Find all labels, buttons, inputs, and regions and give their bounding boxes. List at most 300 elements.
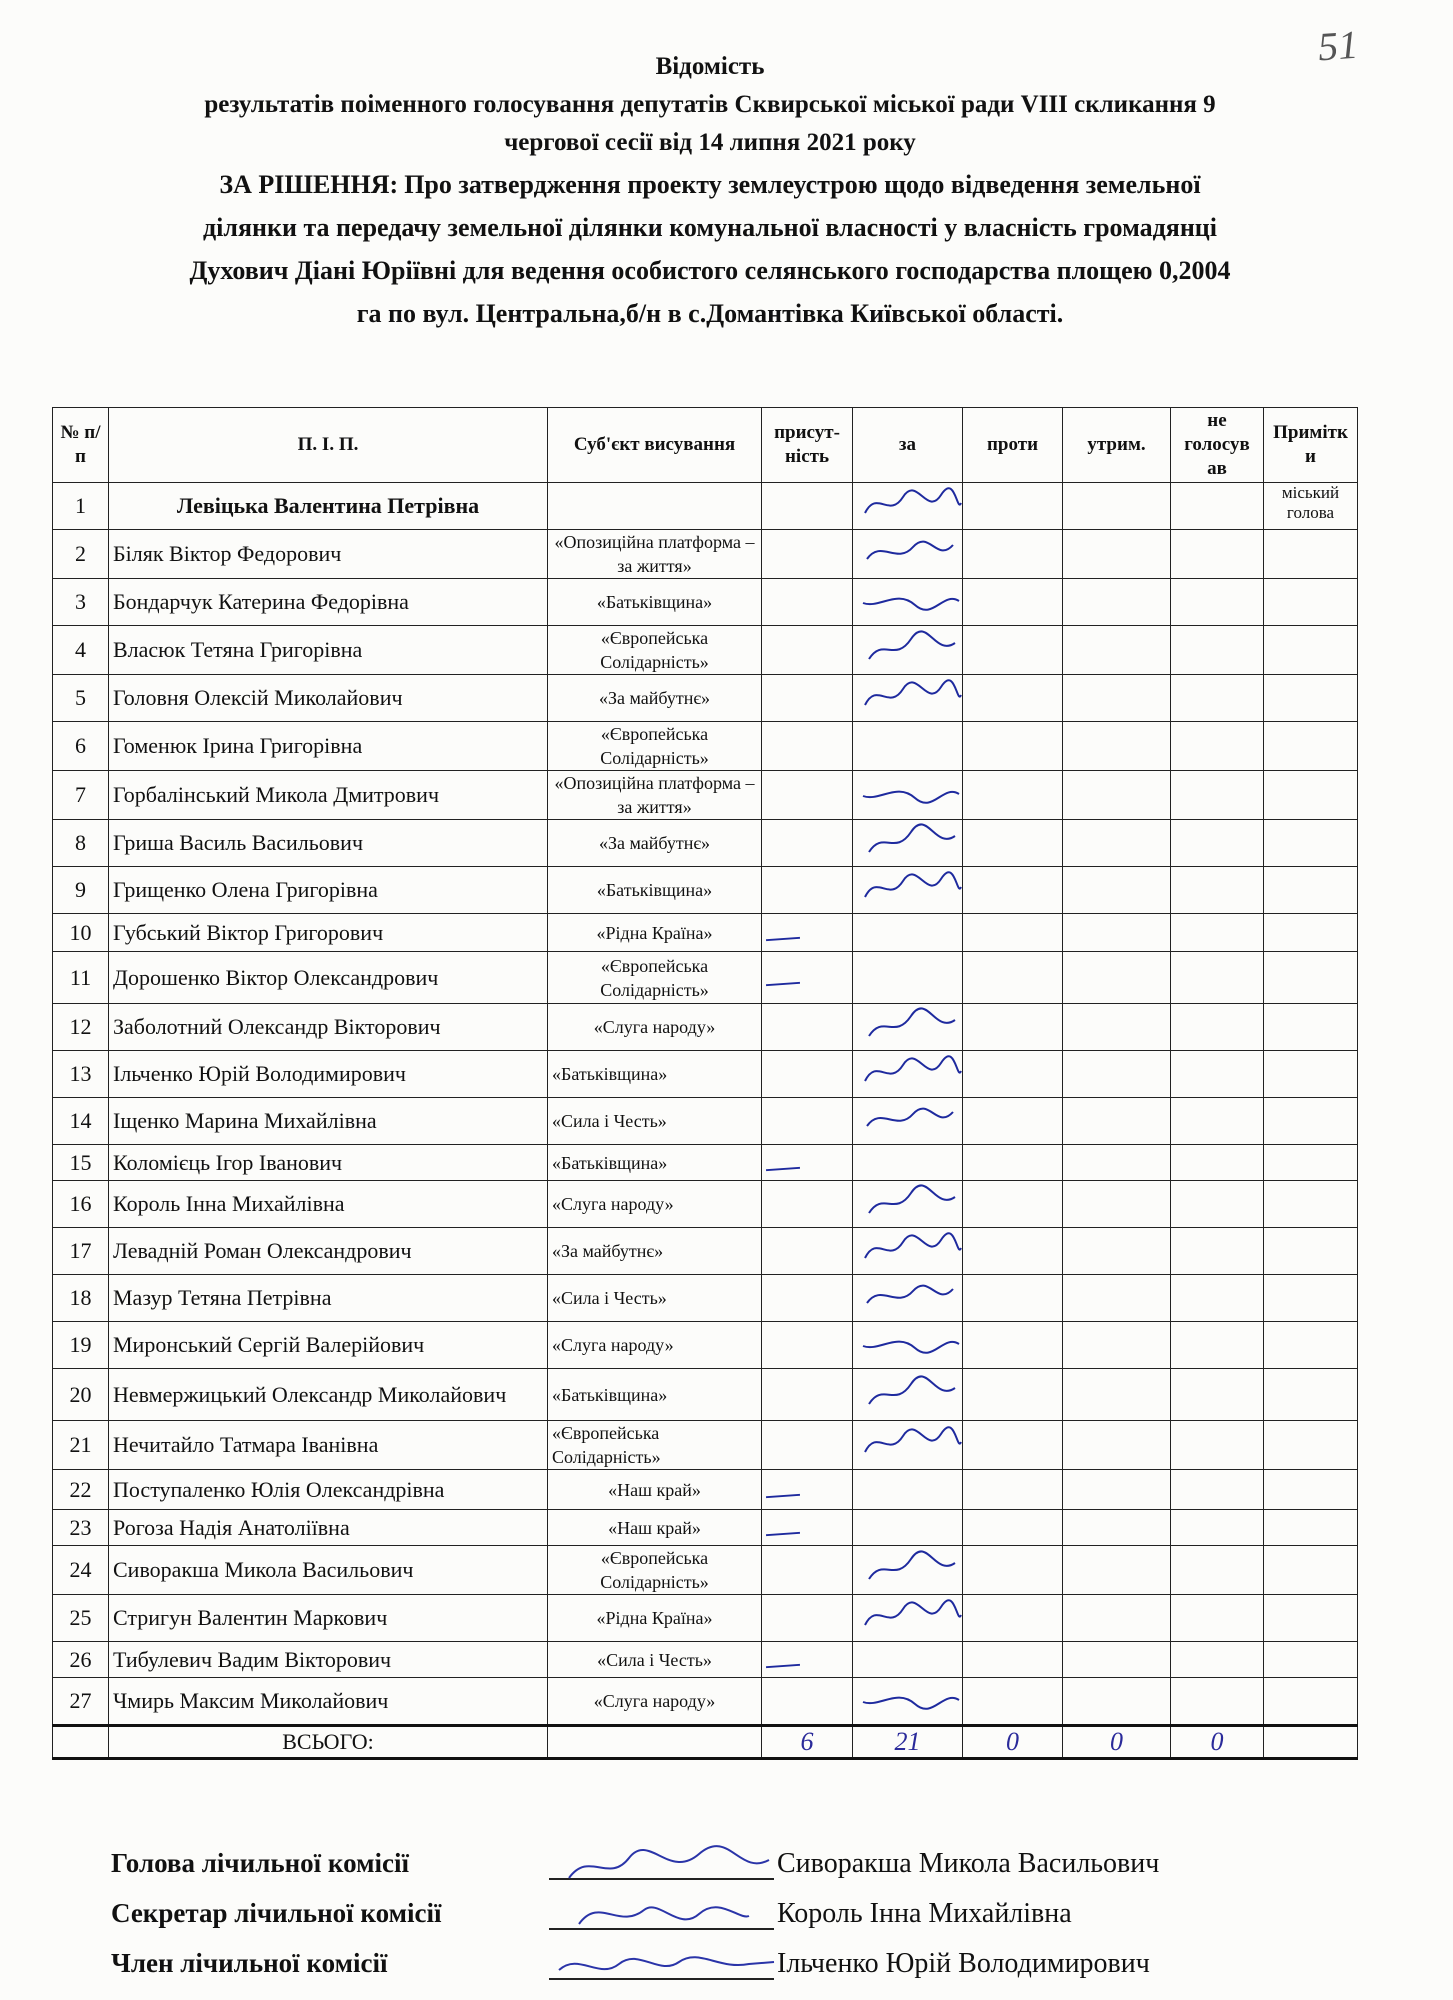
- vote-abstain-cell: [1063, 1510, 1171, 1546]
- row-number: 25: [53, 1595, 109, 1642]
- row-number: 22: [53, 1470, 109, 1510]
- not-voted-cell: [1171, 1145, 1264, 1181]
- not-voted-cell: [1171, 1470, 1264, 1510]
- vote-abstain-cell: [1063, 626, 1171, 675]
- table-row: [53, 1595, 1358, 1642]
- nominating-party: «Рідна Країна»: [548, 914, 762, 952]
- vote-for-cell: [853, 952, 963, 1004]
- row-number: 1: [53, 483, 109, 530]
- not-voted-cell: [1171, 1678, 1264, 1726]
- nominating-party: «Батьківщина»: [548, 1369, 762, 1421]
- not-voted-cell: [1171, 1510, 1264, 1546]
- vote-against-cell: [963, 1510, 1063, 1546]
- deputy-name: Гриша Василь Васильович: [109, 820, 548, 867]
- deputy-name: Левадній Роман Олександрович: [109, 1228, 548, 1275]
- handwritten-signature: [857, 1228, 963, 1268]
- table-row: [53, 483, 1358, 530]
- table-row: [53, 722, 1358, 771]
- handwritten-signature: [549, 1940, 779, 1988]
- vote-abstain-cell: [1063, 952, 1171, 1004]
- vote-against-cell: [963, 1595, 1063, 1642]
- note-cell: [1264, 1546, 1358, 1595]
- deputy-name: Іщенко Марина Михайлівна: [109, 1098, 548, 1145]
- vote-abstain-cell: [1063, 722, 1171, 771]
- vote-for-cell: [853, 626, 963, 675]
- table-row: [53, 867, 1358, 914]
- signer-name: Король Інна Михайлівна: [777, 1898, 1072, 1929]
- handwritten-signature: [857, 627, 963, 667]
- present-cell: [762, 1322, 853, 1369]
- note-cell: [1264, 1051, 1358, 1098]
- vote-abstain-cell: [1063, 1098, 1171, 1145]
- deputy-name: Поступаленко Юлія Олександрівна: [109, 1470, 548, 1510]
- decision-line-4: га по вул. Центральна,б/н в с.Домантівка Київської області.: [356, 299, 1064, 328]
- signer-name: Сиворакша Микола Васильович: [777, 1848, 1160, 1879]
- vote-against-cell: [963, 1369, 1063, 1421]
- nominating-party: «Сила і Честь»: [548, 1275, 762, 1322]
- present-cell: [762, 1228, 853, 1275]
- row-number: 13: [53, 1051, 109, 1098]
- table-row: [53, 1510, 1358, 1546]
- vote-table-wrapper: [52, 407, 1358, 1760]
- table-row: [53, 1678, 1358, 1726]
- absence-dash: [766, 1531, 800, 1535]
- not-voted-cell: [1171, 771, 1264, 820]
- present-cell: [762, 1642, 853, 1678]
- row-number: 18: [53, 1275, 109, 1322]
- deputy-name: Тибулевич Вадим Вікторович: [109, 1642, 548, 1678]
- nominating-party: «Європейська Солідарність»: [548, 626, 762, 675]
- note-cell: [1264, 771, 1358, 820]
- row-number: 2: [53, 530, 109, 579]
- not-voted-cell: [1171, 722, 1264, 771]
- handwritten-signature: [857, 483, 963, 523]
- vote-for-cell: [853, 1098, 963, 1145]
- note-cell: [1264, 1181, 1358, 1228]
- note-cell: [1264, 579, 1358, 626]
- deputy-name: Невмержицький Олександр Миколайович: [109, 1369, 548, 1421]
- vote-abstain-cell: [1063, 530, 1171, 579]
- note-cell: [1264, 820, 1358, 867]
- vote-abstain-cell: [1063, 1678, 1171, 1726]
- present-cell: [762, 771, 853, 820]
- vote-against-cell: [963, 1228, 1063, 1275]
- handwritten-signature: [857, 531, 963, 571]
- table-header-row: [53, 408, 1358, 483]
- handwritten-signature: [857, 1547, 963, 1587]
- vote-for-cell: [853, 722, 963, 771]
- vote-against-cell: [963, 1098, 1063, 1145]
- vote-for-cell: [853, 1051, 963, 1098]
- table-row: [53, 1098, 1358, 1145]
- vote-against-cell: [963, 579, 1063, 626]
- header-not-voted: не голосув ав: [1171, 408, 1264, 483]
- row-number: 11: [53, 952, 109, 1004]
- nominating-party: «За майбутнє»: [548, 675, 762, 722]
- vote-abstain-cell: [1063, 1145, 1171, 1181]
- row-number: 17: [53, 1228, 109, 1275]
- decision-prefix: ЗА РІШЕННЯ:: [219, 170, 399, 199]
- total-note-cell: [1264, 1726, 1358, 1759]
- deputy-name: Дорошенко Віктор Олександрович: [109, 952, 548, 1004]
- note-cell: [1264, 1595, 1358, 1642]
- vote-for-cell: [853, 820, 963, 867]
- handwritten-signature: [857, 820, 963, 860]
- row-number: 21: [53, 1421, 109, 1470]
- nominating-party: «Європейська Солідарність»: [548, 1546, 762, 1595]
- table-row: [53, 1369, 1358, 1421]
- present-cell: [762, 1145, 853, 1181]
- present-cell: [762, 1595, 853, 1642]
- vote-against-cell: [963, 820, 1063, 867]
- not-voted-cell: [1171, 579, 1264, 626]
- row-number: 20: [53, 1369, 109, 1421]
- vote-abstain-cell: [1063, 675, 1171, 722]
- deputy-name: Мазур Тетяна Петрівна: [109, 1275, 548, 1322]
- signer-name: Ільченко Юрій Володимирович: [777, 1948, 1150, 1979]
- table-row: [53, 675, 1358, 722]
- vote-for-cell: [853, 483, 963, 530]
- vote-abstain-cell: [1063, 1369, 1171, 1421]
- vote-for-cell: [853, 1510, 963, 1546]
- vote-for-cell: [853, 1275, 963, 1322]
- signer-role: Секретар лічильної комісії: [111, 1898, 442, 1928]
- present-cell: [762, 483, 853, 530]
- handwritten-signature: [857, 867, 963, 907]
- table-row: [53, 1275, 1358, 1322]
- not-voted-cell: [1171, 626, 1264, 675]
- total-present: 6: [762, 1726, 853, 1759]
- nominating-party: «Батьківщина»: [548, 579, 762, 626]
- present-cell: [762, 1546, 853, 1595]
- present-cell: [762, 1004, 853, 1051]
- absence-dash: [766, 936, 800, 940]
- header-note: Примітк и: [1264, 408, 1358, 483]
- nominating-party: «Опозиційна платформа – за життя»: [548, 530, 762, 579]
- note-cell: [1264, 1510, 1358, 1546]
- present-cell: [762, 1470, 853, 1510]
- vote-abstain-cell: [1063, 1228, 1171, 1275]
- present-cell: [762, 722, 853, 771]
- nominating-party: «Наш край»: [548, 1510, 762, 1546]
- vote-against-cell: [963, 867, 1063, 914]
- present-cell: [762, 1678, 853, 1726]
- deputy-name: Грищенко Олена Григорівна: [109, 867, 548, 914]
- nominating-party: «Європейська Солідарність»: [548, 722, 762, 771]
- deputy-name: Бондарчук Катерина Федорівна: [109, 579, 548, 626]
- present-cell: [762, 530, 853, 579]
- total-label: ВСЬОГО:: [109, 1726, 548, 1759]
- deputy-name: Горбалінський Микола Дмитрович: [109, 771, 548, 820]
- row-number: 7: [53, 771, 109, 820]
- document-header: [40, 48, 1380, 334]
- note-cell: [1264, 1145, 1358, 1181]
- decision-line-3: Духович Діані Юріївні для ведення особистого селянського господарства площею 0,2004: [189, 256, 1231, 285]
- total-abstain: 0: [1063, 1726, 1171, 1759]
- vote-for-cell: [853, 1678, 963, 1726]
- header-line-2: чергової сесії від 14 липня 2021 року: [504, 129, 916, 156]
- deputy-name: Левіцька Валентина Петрівна: [109, 483, 548, 530]
- not-voted-cell: [1171, 1642, 1264, 1678]
- note-cell: [1264, 1369, 1358, 1421]
- handwritten-signature: [857, 1595, 963, 1635]
- total-not-voted: 0: [1171, 1726, 1264, 1759]
- handwritten-signature: [857, 1372, 963, 1412]
- handwritten-signature: [857, 1098, 963, 1138]
- vote-against-cell: [963, 626, 1063, 675]
- table-row: [53, 579, 1358, 626]
- note-cell: [1264, 1322, 1358, 1369]
- present-cell: [762, 914, 853, 952]
- note-cell: [1264, 1421, 1358, 1470]
- nominating-party: «Батьківщина»: [548, 1145, 762, 1181]
- row-number: 9: [53, 867, 109, 914]
- nominating-party: «Батьківщина»: [548, 867, 762, 914]
- deputy-name: Ільченко Юрій Володимирович: [109, 1051, 548, 1098]
- deputy-name: Миронський Сергій Валерійович: [109, 1322, 548, 1369]
- vote-against-cell: [963, 1642, 1063, 1678]
- vote-for-cell: [853, 1470, 963, 1510]
- vote-against-cell: [963, 1678, 1063, 1726]
- signer-role: Голова лічильної комісії: [111, 1848, 409, 1878]
- total-num-cell: [53, 1726, 109, 1759]
- decision-text-1: Про затвердження проекту землеустрою щодо відведення земельної: [404, 170, 1201, 199]
- vote-against-cell: [963, 1051, 1063, 1098]
- vote-against-cell: [963, 675, 1063, 722]
- total-party-cell: [548, 1726, 762, 1759]
- vote-against-cell: [963, 1470, 1063, 1510]
- nominating-party: «Слуга народу»: [548, 1678, 762, 1726]
- header-line-1: результатів поіменного голосування депутатів Сквирської міської ради VIII скликання 9: [204, 91, 1216, 118]
- not-voted-cell: [1171, 1595, 1264, 1642]
- row-number: 3: [53, 579, 109, 626]
- vote-for-cell: [853, 530, 963, 579]
- vote-for-cell: [853, 1322, 963, 1369]
- note-cell: міський голова: [1264, 483, 1358, 530]
- handwritten-signature: [857, 1051, 963, 1091]
- vote-against-cell: [963, 1421, 1063, 1470]
- vote-against-cell: [963, 771, 1063, 820]
- deputy-name: Коломієць Ігор Іванович: [109, 1145, 548, 1181]
- nominating-party: «Сила і Честь»: [548, 1642, 762, 1678]
- deputy-name: Рогоза Надія Анатоліївна: [109, 1510, 548, 1546]
- vote-for-cell: [853, 1228, 963, 1275]
- handwritten-signature: [857, 1004, 963, 1044]
- decision-line-2: ділянки та передачу земельної ділянки комунальної власності у власність громадянці: [203, 213, 1217, 242]
- deputy-name: Власюк Тетяна Григорівна: [109, 626, 548, 675]
- header-abstain: утрим.: [1063, 408, 1171, 483]
- page-number: 51: [1316, 21, 1360, 70]
- header-for: за: [853, 408, 963, 483]
- present-cell: [762, 1098, 853, 1145]
- table-row: [53, 1421, 1358, 1470]
- table-row: [53, 952, 1358, 1004]
- vote-against-cell: [963, 914, 1063, 952]
- row-number: 15: [53, 1145, 109, 1181]
- nominating-party: «Опозиційна платформа – за життя»: [548, 771, 762, 820]
- vote-for-cell: [853, 1145, 963, 1181]
- table-row: [53, 771, 1358, 820]
- not-voted-cell: [1171, 1546, 1264, 1595]
- nominating-party: «За майбутнє»: [548, 1228, 762, 1275]
- vote-abstain-cell: [1063, 820, 1171, 867]
- row-number: 5: [53, 675, 109, 722]
- vote-for-cell: [853, 1369, 963, 1421]
- present-cell: [762, 867, 853, 914]
- header-party: Суб'єкт висування: [548, 408, 762, 483]
- row-number: 4: [53, 626, 109, 675]
- present-cell: [762, 1510, 853, 1546]
- not-voted-cell: [1171, 952, 1264, 1004]
- note-cell: [1264, 1275, 1358, 1322]
- signers-block: [111, 1848, 1311, 1998]
- note-cell: [1264, 867, 1358, 914]
- nominating-party: «Європейська Солідарність»: [548, 1421, 762, 1470]
- deputy-name: Король Інна Михайлівна: [109, 1181, 548, 1228]
- vote-abstain-cell: [1063, 1275, 1171, 1322]
- total-row: [53, 1726, 1358, 1759]
- vote-abstain-cell: [1063, 1322, 1171, 1369]
- table-row: [53, 626, 1358, 675]
- row-number: 23: [53, 1510, 109, 1546]
- vote-against-cell: [963, 952, 1063, 1004]
- vote-against-cell: [963, 1145, 1063, 1181]
- vote-abstain-cell: [1063, 579, 1171, 626]
- deputy-name: Біляк Віктор Федорович: [109, 530, 548, 579]
- vote-for-cell: [853, 914, 963, 952]
- vote-against-cell: [963, 1546, 1063, 1595]
- table-row: [53, 914, 1358, 952]
- nominating-party: «Батьківщина»: [548, 1051, 762, 1098]
- vote-abstain-cell: [1063, 483, 1171, 530]
- deputy-name: Чмирь Максим Миколайович: [109, 1678, 548, 1726]
- note-cell: [1264, 675, 1358, 722]
- not-voted-cell: [1171, 1275, 1264, 1322]
- vote-for-cell: [853, 1595, 963, 1642]
- not-voted-cell: [1171, 867, 1264, 914]
- deputy-name: Заболотний Олександр Вікторович: [109, 1004, 548, 1051]
- deputy-name: Нечитайло Татмара Іванівна: [109, 1421, 548, 1470]
- table-row: [53, 1004, 1358, 1051]
- vote-abstain-cell: [1063, 1642, 1171, 1678]
- nominating-party: «Наш край»: [548, 1470, 762, 1510]
- vote-abstain-cell: [1063, 1051, 1171, 1098]
- vote-abstain-cell: [1063, 914, 1171, 952]
- handwritten-signature: [549, 1890, 779, 1938]
- present-cell: [762, 579, 853, 626]
- vote-abstain-cell: [1063, 1470, 1171, 1510]
- vote-for-cell: [853, 675, 963, 722]
- not-voted-cell: [1171, 530, 1264, 579]
- decision-line-1: [40, 164, 1380, 205]
- row-number: 6: [53, 722, 109, 771]
- not-voted-cell: [1171, 914, 1264, 952]
- row-number: 12: [53, 1004, 109, 1051]
- nominating-party: «За майбутнє»: [548, 820, 762, 867]
- vote-for-cell: [853, 579, 963, 626]
- not-voted-cell: [1171, 1004, 1264, 1051]
- deputy-name: Гоменюк Ірина Григорівна: [109, 722, 548, 771]
- vote-against-cell: [963, 1181, 1063, 1228]
- signer-row-member: [111, 1948, 1311, 1998]
- note-cell: [1264, 1098, 1358, 1145]
- table-row: [53, 1181, 1358, 1228]
- not-voted-cell: [1171, 1322, 1264, 1369]
- vote-against-cell: [963, 530, 1063, 579]
- row-number: 10: [53, 914, 109, 952]
- vote-for-cell: [853, 867, 963, 914]
- present-cell: [762, 952, 853, 1004]
- note-cell: [1264, 914, 1358, 952]
- vote-abstain-cell: [1063, 867, 1171, 914]
- table-row: [53, 1051, 1358, 1098]
- present-cell: [762, 1051, 853, 1098]
- handwritten-signature: [857, 675, 963, 715]
- vote-abstain-cell: [1063, 1421, 1171, 1470]
- table-row: [53, 1546, 1358, 1595]
- row-number: 16: [53, 1181, 109, 1228]
- not-voted-cell: [1171, 1098, 1264, 1145]
- nominating-party: «Слуга народу»: [548, 1004, 762, 1051]
- nominating-party: «Сила і Честь»: [548, 1098, 762, 1145]
- not-voted-cell: [1171, 1051, 1264, 1098]
- table-row: [53, 1228, 1358, 1275]
- vote-for-cell: [853, 1181, 963, 1228]
- present-cell: [762, 1421, 853, 1470]
- handwritten-signature: [857, 1678, 963, 1718]
- row-number: 14: [53, 1098, 109, 1145]
- handwritten-signature: [857, 772, 963, 812]
- table-row: [53, 1642, 1358, 1678]
- note-cell: [1264, 626, 1358, 675]
- handwritten-signature: [549, 1840, 779, 1888]
- handwritten-signature: [857, 1181, 963, 1221]
- note-cell: [1264, 1470, 1358, 1510]
- vote-against-cell: [963, 483, 1063, 530]
- vote-against-cell: [963, 1004, 1063, 1051]
- deputy-name: Стригун Валентин Маркович: [109, 1595, 548, 1642]
- nominating-party: «Слуга народу»: [548, 1322, 762, 1369]
- vote-abstain-cell: [1063, 1004, 1171, 1051]
- deputy-name: Сиворакша Микола Васильович: [109, 1546, 548, 1595]
- note-cell: [1264, 952, 1358, 1004]
- nominating-party: «Рідна Країна»: [548, 1595, 762, 1642]
- total-for: 21: [853, 1726, 963, 1759]
- signer-role: Член лічильної комісії: [111, 1948, 388, 1978]
- row-number: 27: [53, 1678, 109, 1726]
- header-num: № п/п: [53, 408, 109, 483]
- vote-against-cell: [963, 1322, 1063, 1369]
- header-against: проти: [963, 408, 1063, 483]
- vote-for-cell: [853, 1546, 963, 1595]
- not-voted-cell: [1171, 1181, 1264, 1228]
- not-voted-cell: [1171, 820, 1264, 867]
- vote-table: [52, 407, 1358, 1760]
- absence-dash: [766, 1663, 800, 1667]
- handwritten-signature: [857, 579, 963, 619]
- handwritten-signature: [857, 1275, 963, 1315]
- vote-for-cell: [853, 1421, 963, 1470]
- vote-abstain-cell: [1063, 1595, 1171, 1642]
- handwritten-signature: [857, 1422, 963, 1462]
- vote-for-cell: [853, 771, 963, 820]
- not-voted-cell: [1171, 675, 1264, 722]
- note-cell: [1264, 1678, 1358, 1726]
- nominating-party: «Європейська Солідарність»: [548, 952, 762, 1004]
- not-voted-cell: [1171, 483, 1264, 530]
- table-row: [53, 1322, 1358, 1369]
- note-cell: [1264, 1228, 1358, 1275]
